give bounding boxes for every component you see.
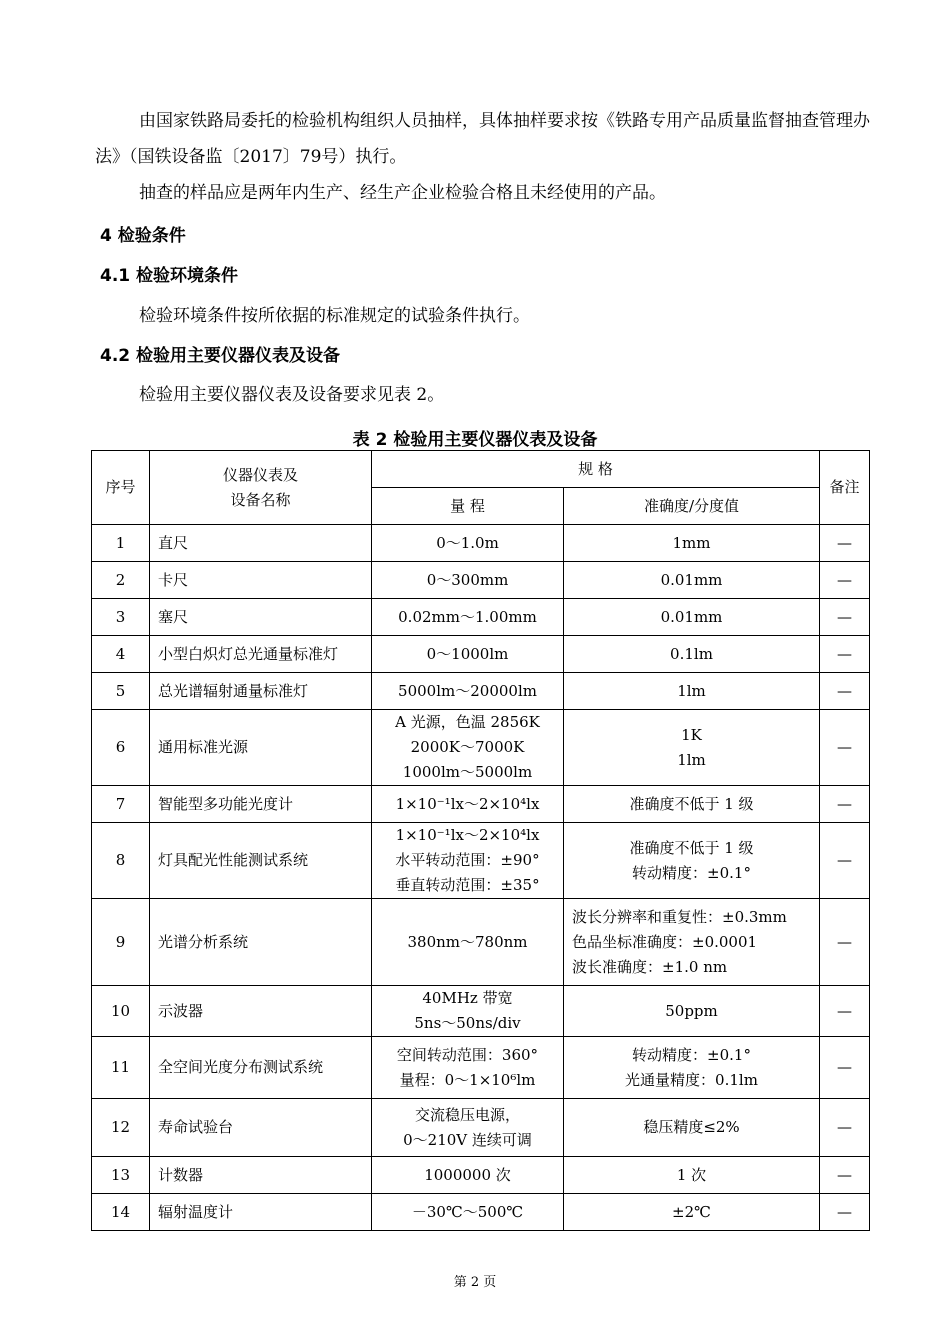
cell-name: 塞尺 [150, 599, 372, 636]
table-row [92, 562, 870, 599]
accuracy-line: 0.1lm [670, 644, 713, 663]
cell-accuracy [564, 710, 820, 786]
cell-no: 1 [92, 525, 150, 562]
cell-name: 卡尺 [150, 562, 372, 599]
range-line: 1×10⁻¹lx～2×10⁴lx [395, 826, 540, 844]
cell-no: 11 [92, 1037, 150, 1099]
cell-accuracy [564, 823, 820, 899]
heading-section-4: 4 检验条件 [100, 226, 186, 246]
paragraph-samples: 抽查的样品应是两年内生产、经生产企业检验合格且未经使用的产品。 [139, 183, 666, 203]
cell-range [372, 1037, 564, 1099]
cell-name: 小型白炽灯总光通量标准灯 [150, 636, 372, 673]
range-line: 1×10⁻¹lx～2×10⁴lx [395, 794, 540, 813]
table-row [92, 525, 870, 562]
cell-remark: — [820, 525, 870, 562]
table-row [92, 1099, 870, 1157]
cell-remark: — [820, 1194, 870, 1231]
accuracy-line: 1lm [677, 681, 706, 700]
cell-accuracy [564, 786, 820, 823]
cell-range [372, 1157, 564, 1194]
cell-no: 7 [92, 786, 150, 823]
cell-accuracy [564, 1037, 820, 1099]
range-line: 0～300mm [426, 570, 509, 589]
cell-accuracy [564, 673, 820, 710]
paragraph-instruments: 检验用主要仪器仪表及设备要求见表 2。 [139, 385, 445, 405]
cell-no: 6 [92, 710, 150, 786]
cell-remark: — [820, 823, 870, 899]
cell-accuracy [564, 1157, 820, 1194]
accuracy-line: 准确度不低于 1 级 [629, 794, 754, 813]
cell-remark: — [820, 673, 870, 710]
table-row [92, 986, 870, 1037]
cell-name: 通用标准光源 [150, 710, 372, 786]
accuracy-line: 光通量精度：0.1lm [625, 1070, 758, 1089]
page-number: 第 2 页 [453, 1275, 497, 1290]
cell-name: 灯具配光性能测试系统 [150, 823, 372, 899]
cell-no: 9 [92, 899, 150, 986]
range-line: 0～1.0m [436, 533, 499, 552]
cell-name: 全空间光度分布测试系统 [150, 1037, 372, 1099]
cell-range [372, 710, 564, 786]
table-row [92, 823, 870, 899]
cell-accuracy [564, 1194, 820, 1231]
paragraph-sampling: 由国家铁路局委托的检验机构组织人员抽样，具体抽样要求按《铁路专用产品质量监督抽查管理办法》（国铁设备监〔2017〕79号）执行。 [95, 111, 870, 167]
cell-range [372, 899, 564, 986]
range-line: 5ns～50ns/div [414, 1014, 521, 1032]
range-line: 1000000 次 [424, 1165, 511, 1184]
cell-remark: — [820, 1037, 870, 1099]
accuracy-line: 1K [681, 725, 702, 744]
cell-no: 13 [92, 1157, 150, 1194]
range-line: 0～1000lm [426, 644, 509, 663]
accuracy-line: 1 次 [676, 1165, 707, 1184]
table-row [92, 1037, 870, 1099]
cell-name: 寿命试验台 [150, 1099, 372, 1157]
table-row [92, 673, 870, 710]
cell-remark: — [820, 786, 870, 823]
cell-name: 总光谱辐射通量标准灯 [150, 673, 372, 710]
range-line: 40MHz 带宽 [422, 989, 513, 1007]
accuracy-line: 转动精度：±0.1° [632, 863, 751, 882]
cell-range [372, 562, 564, 599]
accuracy-line: 准确度不低于 1 级 [629, 838, 754, 857]
cell-name: 光谱分析系统 [150, 899, 372, 986]
header-range: 量 程 [372, 488, 564, 525]
cell-name: 智能型多功能光度计 [150, 786, 372, 823]
cell-range [372, 673, 564, 710]
accuracy-line: 转动精度：±0.1° [632, 1045, 751, 1064]
cell-remark: — [820, 1157, 870, 1194]
paragraph-environment: 检验环境条件按所依据的标准规定的试验条件执行。 [139, 306, 530, 326]
cell-no: 5 [92, 673, 150, 710]
cell-remark: — [820, 986, 870, 1037]
cell-no: 2 [92, 562, 150, 599]
cell-range [372, 786, 564, 823]
cell-no: 8 [92, 823, 150, 899]
accuracy-line: 50ppm [665, 1001, 718, 1020]
range-line: 1000lm～5000lm [402, 763, 533, 781]
cell-no: 12 [92, 1099, 150, 1157]
cell-range [372, 823, 564, 899]
cell-name: 辐射温度计 [150, 1194, 372, 1231]
header-no: 序号 [92, 451, 150, 525]
table-row [92, 599, 870, 636]
range-line: 2000K～7000K [410, 738, 525, 756]
accuracy-line: 稳压精度≤2% [643, 1118, 740, 1136]
cell-remark: — [820, 899, 870, 986]
accuracy-line: ±2℃ [672, 1202, 711, 1221]
range-line: A 光源，色温 2856K [395, 713, 540, 731]
cell-accuracy [564, 562, 820, 599]
instrument-table [91, 450, 870, 1231]
header-name-line2: 设备名称 [230, 490, 291, 509]
range-line: 量程：0～1×10⁶lm [399, 1070, 536, 1089]
cell-remark: — [820, 636, 870, 673]
accuracy-line: 0.01mm [660, 570, 723, 589]
table-row [92, 710, 870, 786]
table-row [92, 1194, 870, 1231]
table-caption: 表 2 检验用主要仪器仪表及设备 [352, 430, 598, 450]
cell-accuracy [564, 1099, 820, 1157]
cell-name: 示波器 [150, 986, 372, 1037]
cell-name: 计数器 [150, 1157, 372, 1194]
accuracy-line: 1lm [677, 750, 706, 769]
table-row [92, 786, 870, 823]
table-row [92, 636, 870, 673]
accuracy-line: 1mm [672, 533, 711, 552]
cell-accuracy [564, 525, 820, 562]
cell-name: 直尺 [150, 525, 372, 562]
cell-remark: — [820, 710, 870, 786]
heading-section-4-1: 4.1 检验环境条件 [100, 266, 239, 286]
cell-range [372, 986, 564, 1037]
header-accuracy: 准确度/分度值 [564, 488, 820, 525]
cell-no: 14 [92, 1194, 150, 1231]
header-name [150, 451, 372, 525]
range-line: 交流稳压电源， [414, 1105, 520, 1124]
cell-range [372, 1194, 564, 1231]
cell-no: 10 [92, 986, 150, 1037]
header-remark: 备注 [820, 451, 870, 525]
cell-remark: — [820, 1099, 870, 1157]
accuracy-line: 波长分辨率和重复性：±0.3mm [572, 907, 787, 926]
header-name-line1: 仪器仪表及 [222, 465, 298, 484]
cell-range [372, 599, 564, 636]
range-line: 水平转动范围：±90° [395, 851, 540, 869]
cell-no: 3 [92, 599, 150, 636]
range-line: 垂直转动范围：±35° [395, 876, 540, 894]
cell-accuracy [564, 599, 820, 636]
cell-range [372, 1099, 564, 1157]
range-line: 380nm～780nm [407, 932, 528, 951]
table-row [92, 1157, 870, 1194]
cell-remark: — [820, 599, 870, 636]
table-header-row [92, 451, 870, 488]
cell-remark: — [820, 562, 870, 599]
table-row [92, 899, 870, 986]
range-line: 0.02mm～1.00mm [398, 607, 537, 626]
cell-range [372, 636, 564, 673]
cell-no: 4 [92, 636, 150, 673]
accuracy-line: 色品坐标准确度：±0.0001 [572, 932, 758, 951]
cell-range [372, 525, 564, 562]
cell-accuracy [564, 636, 820, 673]
cell-accuracy [564, 899, 820, 986]
cell-accuracy [564, 986, 820, 1037]
range-line: 5000lm～20000lm [398, 681, 537, 700]
heading-section-4-2: 4.2 检验用主要仪器仪表及设备 [100, 346, 341, 366]
range-line: 空间转动范围：360° [396, 1045, 539, 1064]
range-line: －30℃～500℃ [411, 1202, 524, 1221]
accuracy-line: 0.01mm [660, 607, 723, 626]
accuracy-line: 波长准确度：±1.0 nm [572, 957, 728, 976]
header-spec: 规 格 [372, 451, 820, 488]
range-line: 0～210V 连续可调 [403, 1130, 532, 1149]
